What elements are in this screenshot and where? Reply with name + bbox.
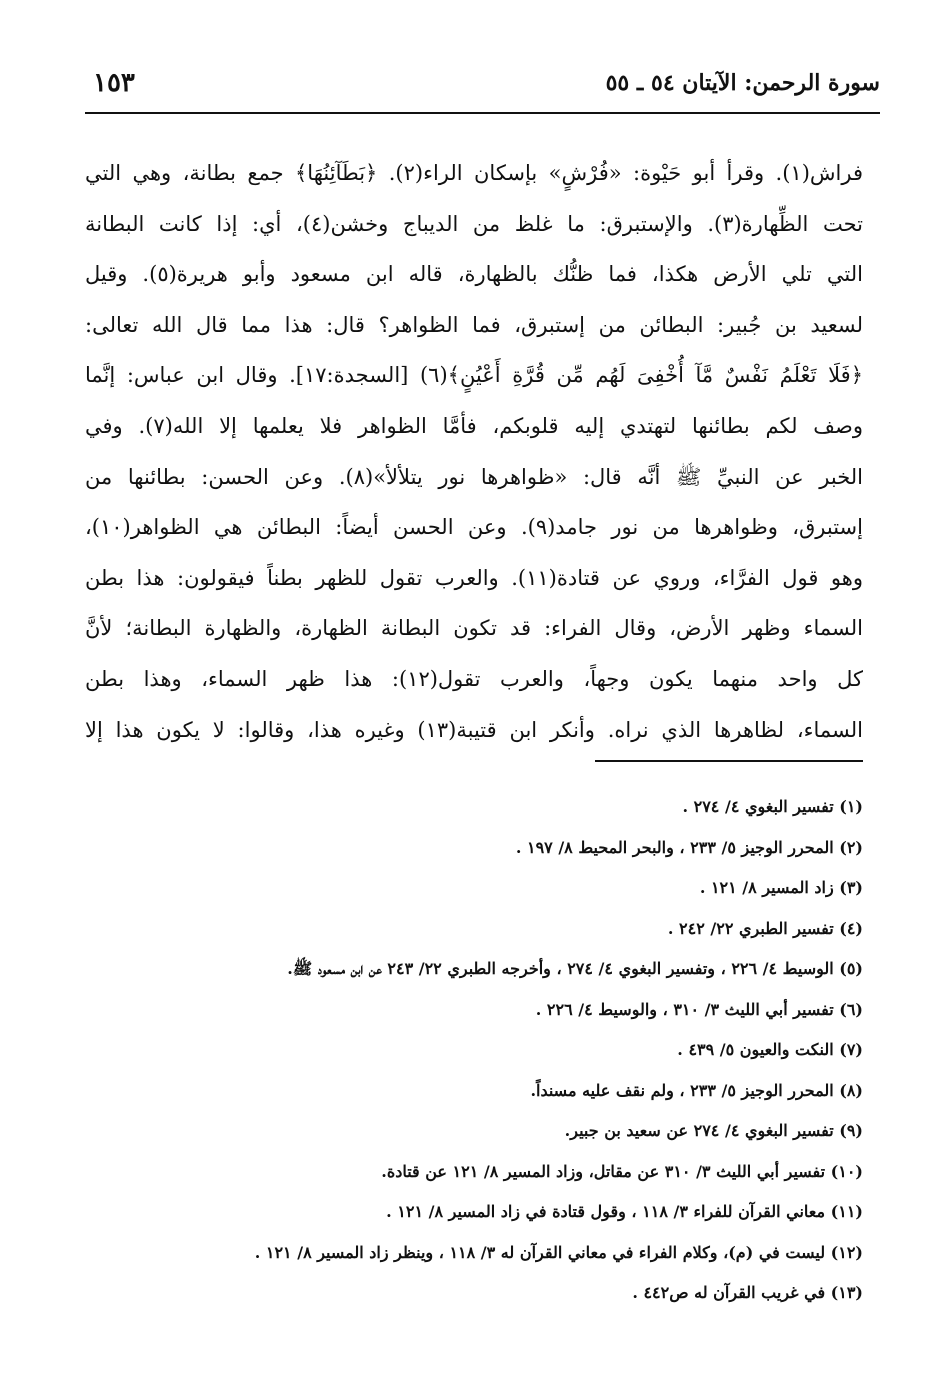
text-line: إستبرق، وظواهرها من نور جامد(٩). وعن الحسن أيضاً: البطائن هي الظواهر(١٠)، xyxy=(85,515,863,540)
footnote: (١) تفسير البغوي ٤/ ٢٧٤ . xyxy=(682,797,863,816)
footnote: (٨) المحرر الوجيز ٥/ ٢٣٣ ، ولم نقف عليه مسنداً. xyxy=(530,1080,863,1100)
text-line: تحت الظِّهارة(٣). والإستبرق: ما غلظ من الديباج وخشن(٤)، أي: إذا كانت البطانة xyxy=(85,211,863,236)
footnote: (٤) تفسير الطبري ٢٢/ ٢٤٢ . xyxy=(667,918,863,938)
main-text xyxy=(85,148,863,755)
footnotes-section xyxy=(63,787,863,1314)
text-line: التي تلي الأرض هكذا، فما ظنُّك بالظهارة، قاله ابن مسعود وأبو هريرة(٥). وقيل xyxy=(85,262,863,287)
text-line: ﴿فَلَا تَعْلَمُ نَفْسٌ مَّآ أُخْفِىَ لَهُم مِّن قُرَّةِ أَعْيُنٍ﴾(٦) [السجدة:١٧]. وقال ابن عباس: إنَّما xyxy=(85,363,863,388)
footnote: (٢) المحرر الوجيز ٥/ ٢٣٣ ، والبحر المحيط ٨/ ١٩٧ . xyxy=(515,837,863,857)
text-line: السماء، لظاهرها الذي نراه. وأنكر ابن قتيبة(١٣) وغيره هذا، وقالوا: لا يكون هذا إلا xyxy=(85,717,863,742)
footnote: (١٣) في غريب القرآن له ص٤٤٢ . xyxy=(632,1283,863,1302)
text-line: فراش(١). وقرأ أبو حَيْوة: «فُرْشٍ» بإسكان الراء(٢). ﴿بَطَآئِنُهَا﴾ جمع بطانة، وهي التي xyxy=(85,161,863,185)
text-line: الخبر عن النبيِّ ﷺ أنَّه قال: «ظواهرها نور يتلألأ»(٨). وعن الحسن: بطائنها من xyxy=(85,464,863,489)
running-header-title: سورة الرحمن: الآيتان ٥٤ ـ ٥٥ xyxy=(605,70,880,96)
footnote: (١١) معاني القرآن للفراء ٣/ ١١٨ ، وقول قتادة في زاد المسير ٨/ ١٢١ . xyxy=(386,1202,863,1221)
footnote: (٧) النكت والعيون ٥/ ٤٣٩ . xyxy=(677,1040,863,1059)
footnote: (٦) تفسير أبي الليث ٣/ ٣١٠ ، والوسيط ٤/ ٢٢٦ . xyxy=(535,999,863,1019)
running-header xyxy=(85,66,880,114)
footnote: (٣) زاد المسير ٨/ ١٢١ . xyxy=(699,878,863,897)
footnote: (١٢) ليست في (م)، وكلام الفراء في معاني القرآن له ٣/ ١١٨ ، وينظر زاد المسير ٨/ ١٢١ . xyxy=(254,1242,863,1262)
page-number: ١٥٣ xyxy=(93,68,135,98)
footnote: (٩) تفسير البغوي ٤/ ٢٧٤ عن سعيد بن جبير. xyxy=(564,1121,863,1140)
text-line: لسعيد بن جُبير: البطائن من إستبرق، فما الظواهر؟ قال: هذا مما قال الله تعالى: xyxy=(85,312,863,337)
text-line: كل واحد منهما يكون وجهاً، والعرب تقول(١٢): هذا ظهر السماء، وهذا بطن xyxy=(85,666,863,691)
text-line: السماء وظهر الأرض، وقال الفراء: قد تكون البطانة الظهارة، والظهارة البطانة؛ لأنَّ xyxy=(85,616,863,641)
footnote: (٥) الوسيط ٤/ ٢٢٦ ، وتفسير البغوي ٤/ ٢٧٤ ، وأخرجه الطبري ٢٢/ ٢٤٣ عن ابن مسعود ﷺ. xyxy=(287,959,863,978)
footnote-separator xyxy=(595,760,863,762)
text-line: وهو قول الفرَّاء، وروي عن قتادة(١١). والعرب تقول للظهر بطناً فيقولون: هذا بطن xyxy=(85,565,863,590)
text-line: وصف لكم بطائنها لتهتدي إليه قلوبكم، فأمَّا الظواهر فلا يعلمها إلا الله(٧). وفي xyxy=(85,413,863,438)
footnote: (١٠) تفسير أبي الليث ٣/ ٣١٠ عن مقاتل، وزاد المسير ٨/ ١٢١ عن قتادة. xyxy=(381,1161,863,1181)
